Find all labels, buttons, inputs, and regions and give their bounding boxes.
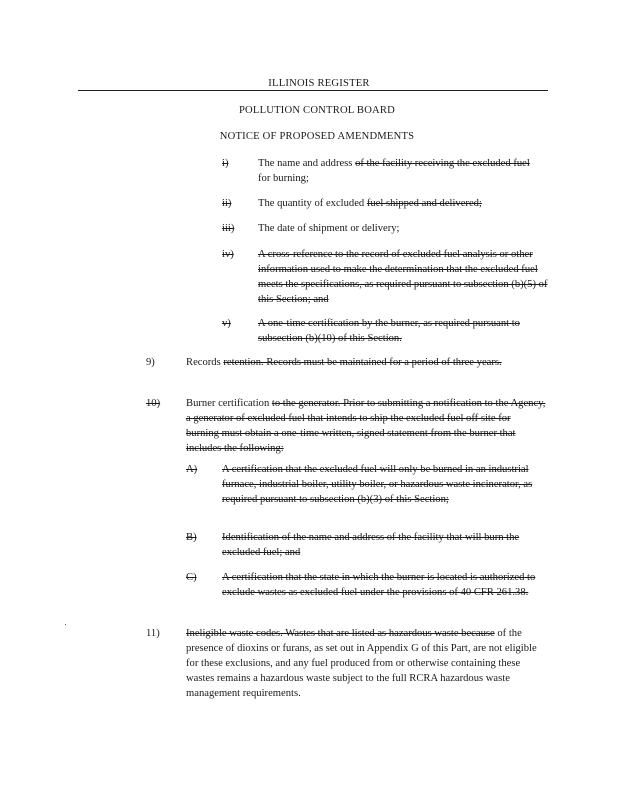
item-marker: A): [186, 464, 198, 475]
item-marker: 10): [146, 398, 161, 409]
item-text: A cross-reference to the record of excluded fuel analysis or other information used to make the determination that the excluded fuel meets the specifications, as required pursuant to subsection (b)(5) of this Section; and: [258, 249, 548, 305]
item-text-struck: retention. Records must be maintained for a period of three years.: [223, 357, 502, 368]
item-text: The name and address: [258, 158, 356, 169]
item-text: Records: [186, 357, 224, 368]
item-marker: ii): [222, 198, 232, 209]
item-text-tail: for burning;: [258, 173, 309, 184]
item-marker: 11): [146, 628, 160, 639]
item-text: The date of shipment or delivery;: [258, 223, 400, 234]
item-text-struck: Ineligible waste codes. Wastes that are listed as hazardous waste because: [186, 628, 495, 639]
item-text-struck: of the facility receiving the excluded fuel: [355, 158, 530, 169]
board-title: POLLUTION CONTROL BOARD: [238, 105, 396, 116]
scan-speck: [65, 624, 66, 625]
notice-title: NOTICE OF PROPOSED AMENDMENTS: [219, 131, 415, 142]
item-text-struck: fuel shipped and delivered;: [366, 198, 482, 209]
item-text: A certification that the state in which the burner is located is authorized to exclude wastes as excluded fuel under the provisions of 40 CFR 261.38.: [222, 572, 536, 598]
header-rule: [78, 90, 548, 91]
item-marker: C): [186, 572, 197, 583]
item-marker: B): [186, 532, 197, 543]
item-text-struck: to the generator. Prior to submitting a notification to the Agency, a generator of excluded fuel that intends to ship the excluded fuel off site for burning must obtain a one-time written, signed statement from the burner that includes the following:: [186, 398, 546, 454]
item-marker: v): [222, 318, 231, 329]
item-text: The quantity of excluded: [258, 198, 367, 209]
item-text: Identification of the name and address of the facility that will burn the excluded fuel; and: [222, 532, 520, 558]
register-title: ILLINOIS REGISTER: [268, 78, 370, 89]
item-marker: i): [222, 158, 229, 169]
item-marker: iv): [222, 249, 234, 260]
item-text: Burner certification: [186, 398, 272, 409]
item-marker: iii): [222, 223, 235, 234]
item-text: A certification that the excluded fuel will only be burned in an industrial furnace, industrial boiler, utility boiler, or hazardous waste incinerator, as required pursuant to subsection (b)(3) of this Section;: [222, 464, 533, 505]
item-text: A one-time certification by the burner, as required pursuant to subsection (b)(10) of this Section.: [258, 318, 520, 344]
item-marker: 9): [146, 357, 155, 368]
item-text-tail: of the presence of dioxins or furans, as set out in Appendix G of this Part, are not eligible for these exclusions, and any fuel produced from or otherwise containing these wastes remains a hazardous waste subject to the full RCRA hazardous waste management requirements.: [186, 628, 537, 699]
